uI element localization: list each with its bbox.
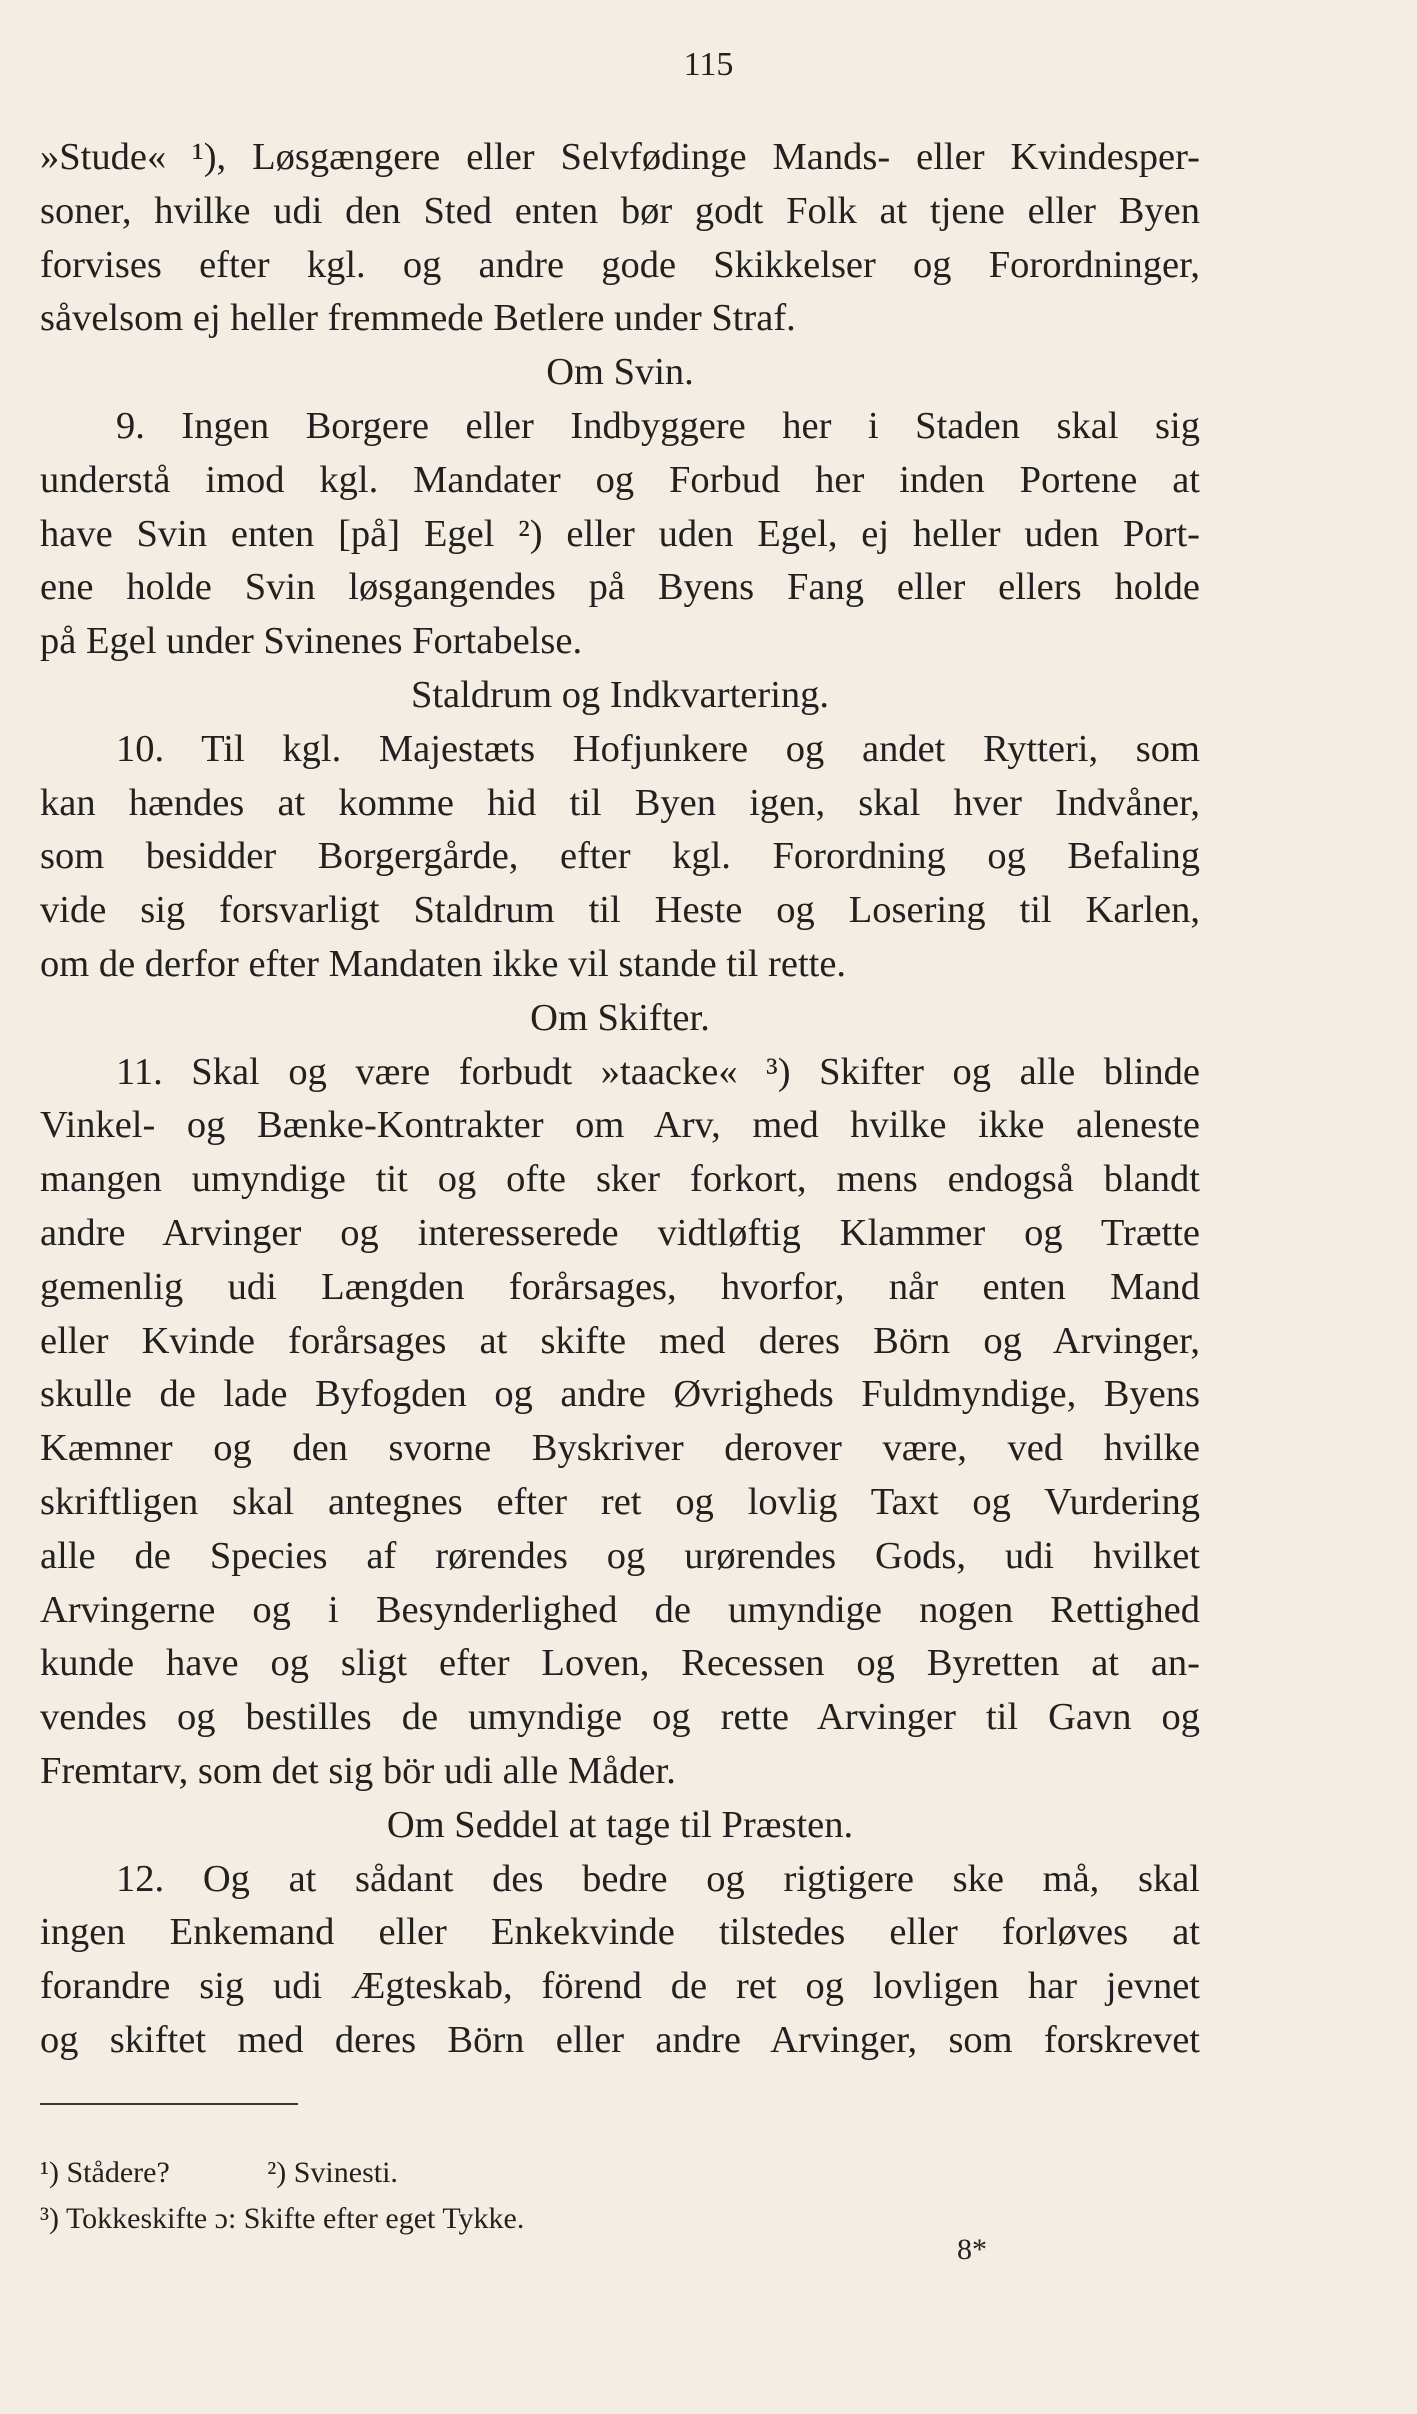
text-line: Fremtarv, som det sig bör udi alle Måder. [40,1749,676,1792]
text-line: Kæmner og den svorne Byskriver derover være, ved hvilke [40,1427,1200,1470]
text-line: alle de Species af rørendes og urørendes Gods, udi hvilket [40,1534,1200,1577]
text-line: og skiftet med deres Börn eller andre Arvinger, som forskrevet [40,2018,1200,2061]
footnotes [40,2150,1040,2242]
text-line: kan hændes at komme hid til Byen igen, skal hver Indvåner, [40,781,1200,824]
text-line: skulle de lade Byfogden og andre Øvrigheds Fuldmyndige, Byens [40,1373,1200,1416]
footnote-divider [40,2103,298,2105]
text-line: have Svin enten [på] Egel ²) eller uden Egel, ej heller uden Port- [40,512,1200,555]
text-line: 12. Og at sådant des bedre og rigtigere ske må, skal [116,1857,1200,1900]
text-line: 10. Til kgl. Majestæts Hofjunkere og andet Rytteri, som [116,727,1200,770]
text-line: skriftligen skal antegnes efter ret og lovlig Taxt og Vurdering [40,1480,1200,1523]
text-line: vide sig forsvarligt Staldrum til Heste og Losering til Karlen, [40,889,1200,932]
section-heading: Om Svin. [546,351,694,394]
text-line: 9. Ingen Borgere eller Indbyggere her i Staden skal sig [116,404,1200,447]
text-line: på Egel under Svinenes Fortabelse. [40,620,583,663]
footnote-1: ¹) Stådere? [40,2156,170,2189]
section-heading: Staldrum og Indkvartering. [410,673,830,716]
text-line: kunde have og sligt efter Loven, Recessen og Byretten at an- [40,1642,1200,1685]
text-line: som besidder Borgergårde, efter kgl. Forordning og Befaling [40,835,1200,878]
text-line: gemenlig udi Længden forårsages, hvorfor, når enten Mand [40,1265,1200,1308]
text-line: vendes og bestilles de umyndige og rette Arvinger til Gavn og [40,1696,1200,1739]
text-line: Vinkel- og Bænke-Kontrakter om Arv, med hvilke ikke aleneste [40,1104,1200,1147]
section-heading: Om Skifter. [530,996,710,1039]
footnote-row [40,2150,1040,2196]
footnote-2: ²) Svinesti. [267,2156,398,2189]
footnote-row [40,2196,1040,2242]
text-line: Arvingerne og i Besynderlighed de umyndige nogen Rettighed [40,1588,1200,1631]
text-line: forvises efter kgl. og andre gode Skikkelser og Forordninger, [40,243,1200,286]
page-number: 115 [683,46,734,83]
text-line: forandre sig udi Ægteskab, förend de ret og lovligen har jevnet [40,1965,1200,2008]
section-heading: Om Seddel at tage til Præsten. [386,1803,854,1846]
text-line: andre Arvinger og interesserede vidtløftig Klammer og Trætte [40,1211,1200,1254]
text-line: eller Kvinde forårsages at skifte med deres Börn og Arvinger, [40,1319,1200,1362]
signature-mark: 8* [957,2233,987,2266]
text-line: såvelsom ej heller fremmede Betlere under Straf. [40,297,796,340]
text-line: »Stude« ¹), Løsgængere eller Selvfødinge Mands- eller Kvindesper- [40,136,1200,178]
body-text [40,131,1200,2068]
text-line: understå imod kgl. Mandater og Forbud her inden Portene at [40,458,1200,501]
text-line: mangen umyndige tit og ofte sker forkort, mens endogså blandt [40,1158,1200,1201]
text-line: ingen Enkemand eller Enkekvinde tilstedes eller forløves at [40,1911,1200,1954]
footnote-3: ³) Tokkeskifte ɔ: Skifte efter eget Tykke. [40,2202,525,2235]
text-line: soner, hvilke udi den Sted enten bør godt Folk at tjene eller Byen [40,189,1200,232]
text-line: ene holde Svin løsgangendes på Byens Fang eller ellers holde [40,566,1200,609]
text-line: om de derfor efter Mandaten ikke vil stande til rette. [40,942,847,985]
text-line: 11. Skal og være forbudt »taacke« ³) Skifter og alle blinde [116,1050,1200,1093]
